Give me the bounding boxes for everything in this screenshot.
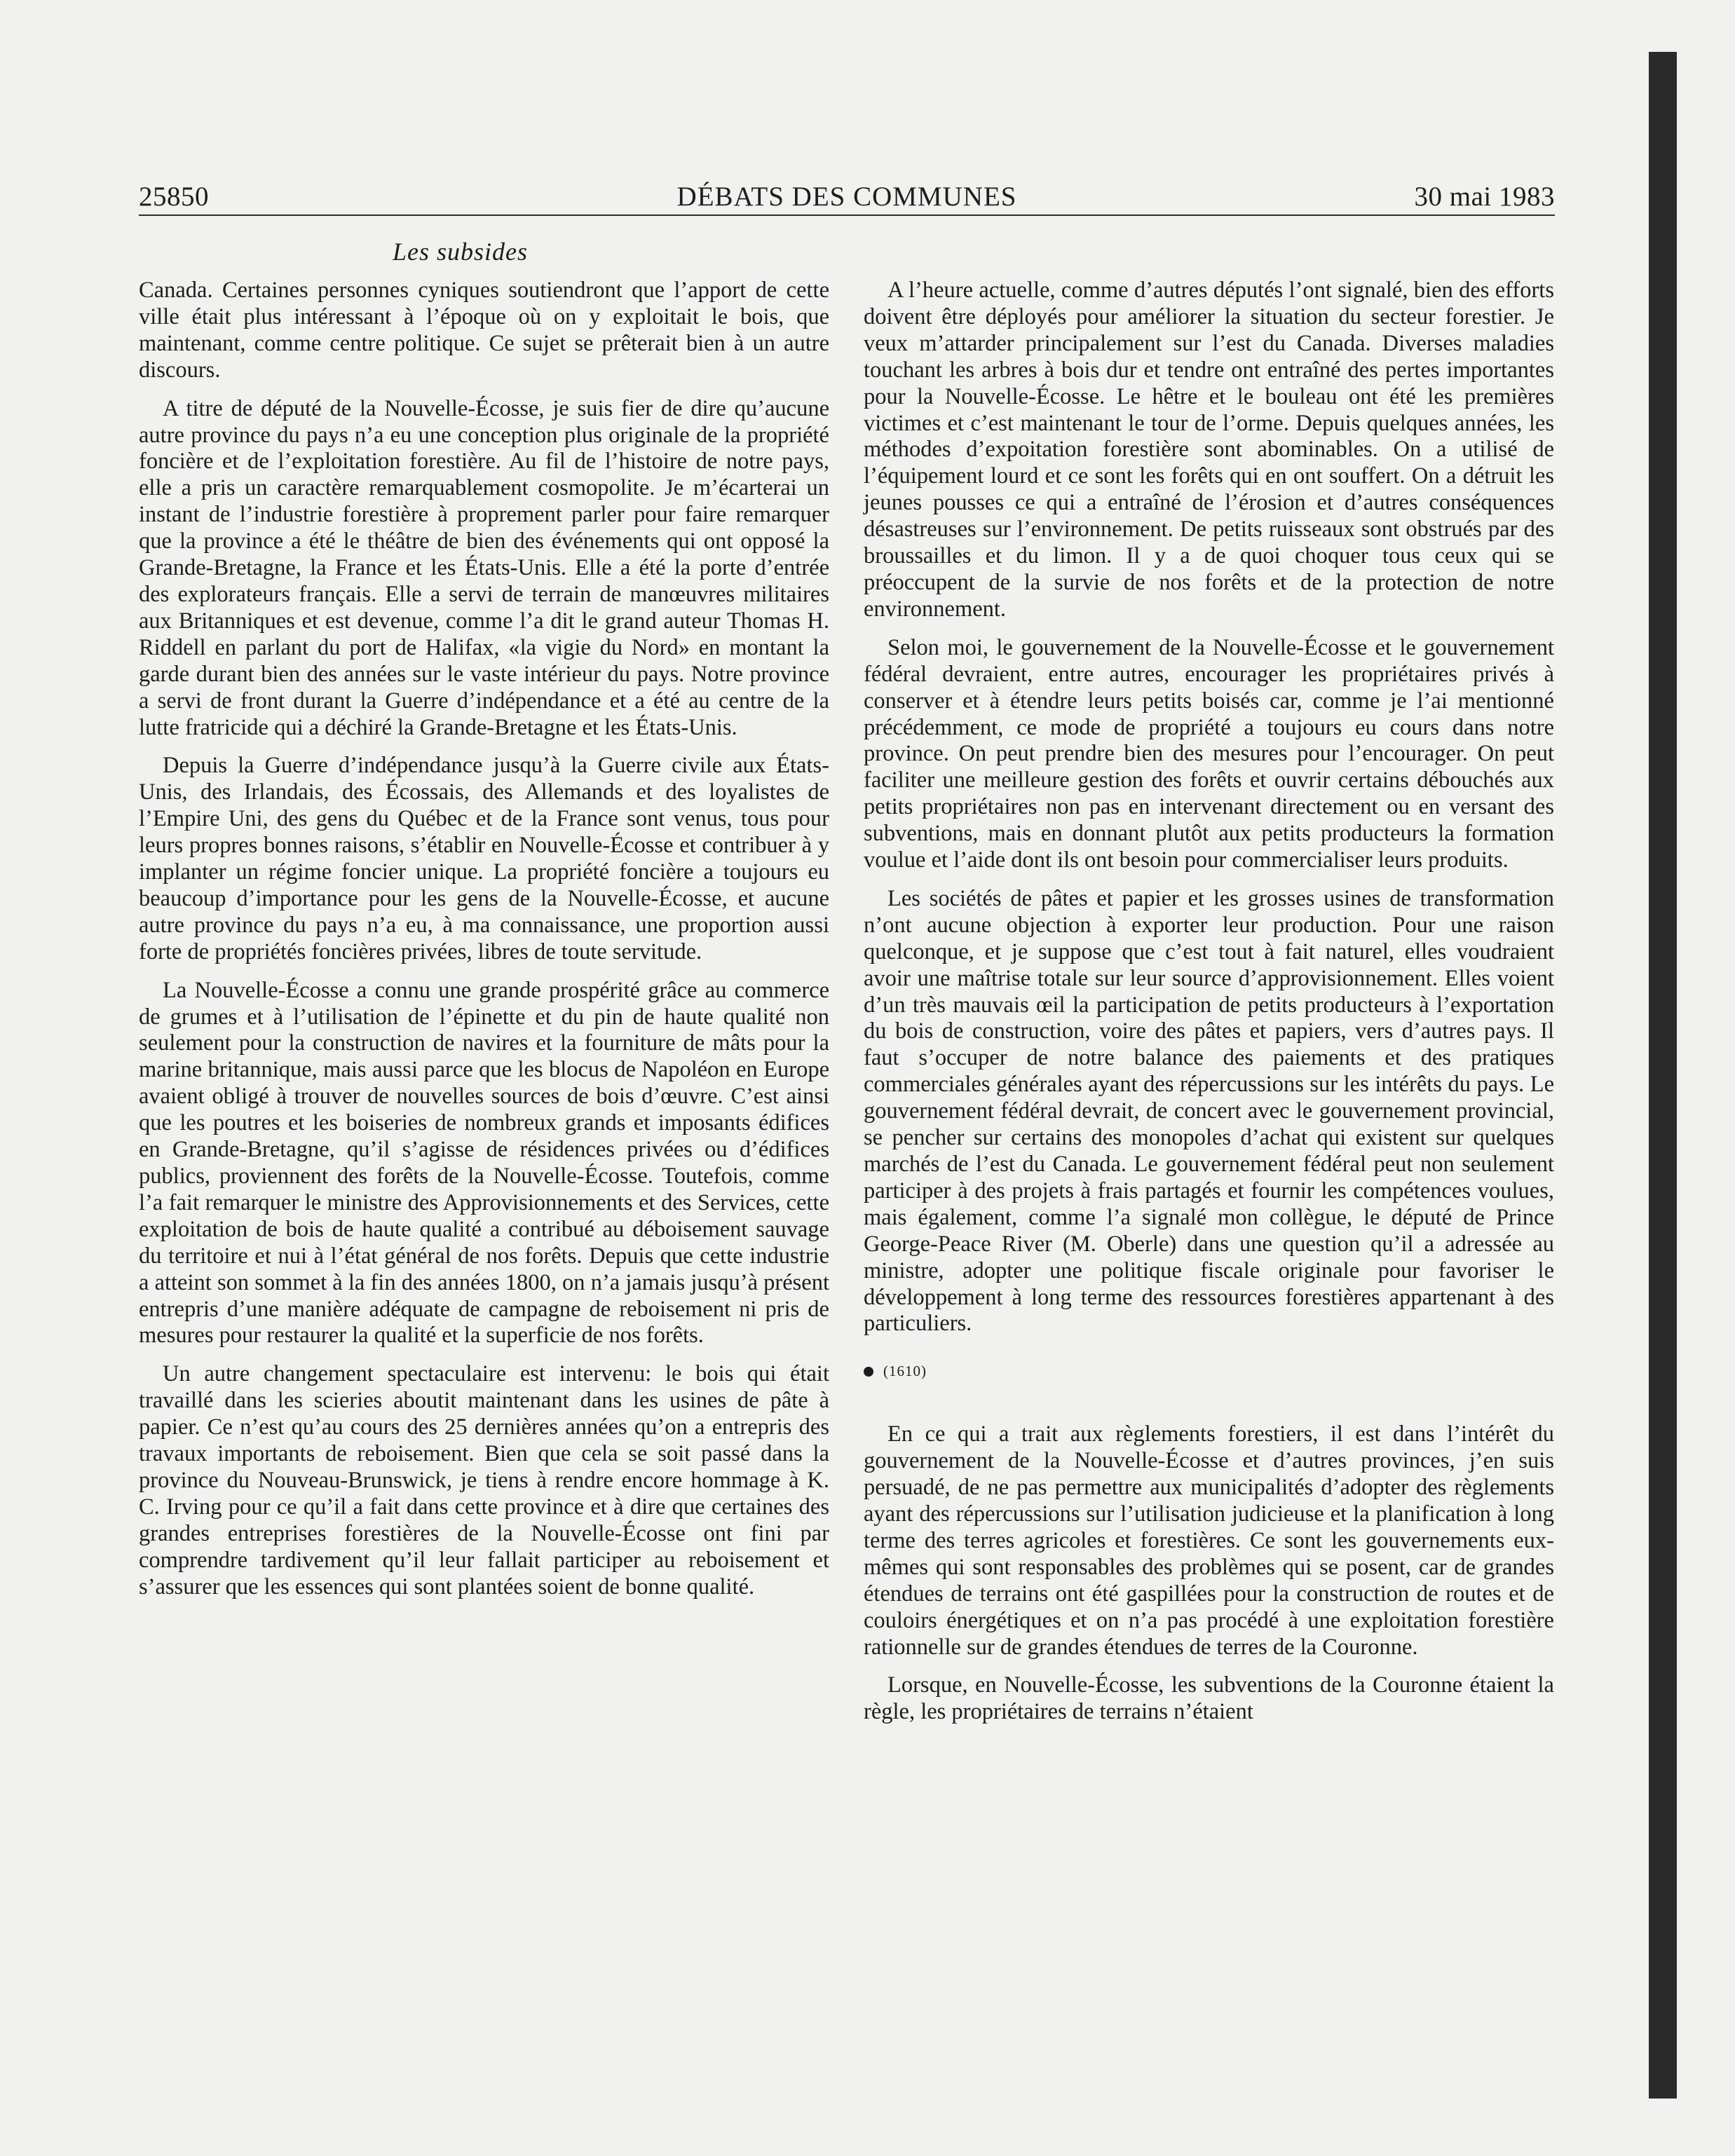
- header-rule: [139, 214, 1555, 216]
- paragraph: A l’heure actuelle, comme d’autres députés l’ont signalé, bien des efforts doivent être déployés pour améliorer la situation du secteur forestier. Je veux m’attarder principalement sur l’est du Canada. Diverses maladies touchant les arbres à bois dur et tendre ont entraîné des pertes importantes pour la Nouvelle-Écosse. Le hêtre et le bouleau ont été les premières victimes et c’est maintenant le tour de l’orme. Depuis quelques années, les méthodes d’expoitation forestière sont abominables. On a utilisé de l’équipement lourd et ce sont les forêts qui en ont souffert. On a détruit les jeunes pousses ce qui a entraîné de l’érosion et d’autres conséquences désastreuses sur l’environnement. De petits ruisseaux sont obstrués par des broussailles et du limon. Il y a de quoi choquer tous ceux qui se préoccupent de la survie de nos forêts et de la protection de notre environnement.: [864, 278, 1554, 622]
- paragraph: Lorsque, en Nouvelle-Écosse, les subventions de la Couronne étaient la règle, les propriétaires de terrains n’étaient: [864, 1672, 1554, 1725]
- page-header: [139, 181, 1555, 216]
- paragraph: En ce qui a trait aux règlements forestiers, il est dans l’intérêt du gouvernement de la Nouvelle-Écosse et d’autres provinces, j’en suis persuadé, de ne pas permettre aux municipalités d’adopter des règlements ayant des répercussions sur l’utilisation judicieuse et la planification à long terme des terres agricoles et forestières. Ce sont les gouvernements eux-mêmes qui sont responsables des problèmes qui se posent, car de grandes étendues de terrains ont été gaspillées pour la construction de routes et de couloirs énergétiques et on n’a pas procédé à une exploitation forestière rationnelle sur de grandes étendues de terres de la Couronne.: [864, 1421, 1554, 1660]
- scan-edge-bar: [1649, 52, 1677, 2099]
- publication-title: DÉBATS DES COMMUNES: [676, 182, 1017, 212]
- paragraph: Depuis la Guerre d’indépendance jusqu’à la Guerre civile aux États-Unis, des Irlandais, des Écossais, des Allemands et des loyalistes de l’Empire Uni, des gens du Québec et de la France sont venus, tous pour leurs propres bonnes raisons, s’établir en Nouvelle-Écosse et contribuer à y implanter un régime foncier unique. La propriété foncière a toujours eu beaucoup d’importance pour les gens de la Nouvelle-Écosse, et aucune autre province du pays n’a eu, à ma connaissance, une proportion aussi forte de propriétés foncières privées, libres de toute servitude.: [139, 753, 829, 964]
- page-number: 25850: [139, 182, 209, 212]
- paragraph: Canada. Certaines personnes cyniques soutiendront que l’apport de cette ville était plus intéressant à l’époque où on y exploitait le bois, que maintenant, comme centre politique. Ce sujet se prêterait bien à un autre discours.: [139, 278, 829, 383]
- left-column: [139, 278, 829, 1613]
- paragraph: La Nouvelle-Écosse a connu une grande prospérité grâce au commerce de grumes et à l’utilisation de l’épinette et du pin de haute qualité non seulement pour la construction de navires et la fourniture de mâts pour la marine britannique, mais aussi parce que les blocus de Napoléon en Europe avaient obligé à trouver de nouvelles sources de bois d’œuvre. C’est ainsi que les poutres et les boiseries de nombreux grands et imposants édifices en Grande-Bretagne, qu’il s’agisse de résidences privées ou d’édifices publics, proviennent des forêts de la Nouvelle-Écosse. Toutefois, comme l’a fait remarquer le ministre des Approvisionnements et des Services, cette exploitation de bois de haute qualité a contribué au déboisement sauvage du territoire et nui à l’état général de nos forêts. Depuis que cette industrie a atteint son sommet à la fin des années 1800, on n’a jamais jusqu’à présent entrepris d’une manière adéquate de campagne de reboisement ni pris de mesures pour restaurer la qualité et la superficie de nos forêts.: [139, 977, 829, 1349]
- paragraph: A titre de député de la Nouvelle-Écosse, je suis fier de dire qu’aucune autre province du pays n’a eu une conception plus originale de la propriété foncière et de l’exploitation forestière. Au fil de l’histoire de notre pays, elle a pris un caractère remarquablement cosmopolite. Je m’écarterai un instant de l’industrie forestière à proprement parler pour faire remarquer que la province a été le théâtre de bien des événements qui ont opposé la Grande-Bretagne, la France et les États-Unis. Elle a été la porte d’entrée des explorateurs français. Elle a servi de terrain de manœuvres militaires aux Britanniques et est devenue, comme l’a dit le grand auteur Thomas H. Riddell en parlant du port de Halifax, «la vigie du Nord» en montant la garde durant bien des années sur le vaste intérieur du pays. Notre province a servi de front durant la Guerre d’indépendance et a été au centre de la lutte fratricide qui a déchiré la Grande-Bretagne et les États-Unis.: [139, 395, 829, 740]
- paragraph: Les sociétés de pâtes et papier et les grosses usines de transformation n’ont aucune objection à exporter leur production. Pour une raison quelconque, et je suppose que c’est tout à fait naturel, elles voudraient avoir une maîtrise totale sur leur source d’approvisionnement. Elles voient d’un très mauvais œil la participation de petits producteurs à l’exportation du bois de construction, voire des pâtes et papiers, vers d’autres pays. Il faut s’occuper de notre balance des paiements et des pratiques commerciales générales ayant des répercussions sur les intérêts du pays. Le gouvernement fédéral devrait, de concert avec le gouvernement provincial, se pencher sur certains des monopoles d’achat qui existent sur quelques marchés de l’est du Canada. Le gouvernement fédéral peut non seulement participer à des projets à frais partagés et fournir les compétences voulues, mais également, comme l’a signalé mon collègue, le député de Prince George-Peace River (M. Oberle) dans une question qu’il a adressée au ministre, adopter une politique fiscale originale pour favoriser le développement à long terme des ressources forestières appartenant à des particuliers.: [864, 885, 1554, 1337]
- time-marker-label: (1610): [883, 1363, 927, 1380]
- section-subtitle: Les subsides: [393, 238, 529, 266]
- time-marker: [864, 1358, 1554, 1385]
- bullet-icon: [864, 1367, 873, 1377]
- paragraph: Un autre changement spectaculaire est intervenu: le bois qui était travaillé dans les scieries aboutit maintenant dans les usines de pâte à papier. Ce n’est qu’au cours des 25 dernières années qu’on a entrepris des travaux importants de reboisement. Bien que cela se soit passé dans la province du Nouveau-Brunswick, je tiens à rendre encore hommage à K. C. Irving pour ce qu’il a fait dans cette province et à dire que certaines des grandes entreprises forestières de la Nouvelle-Écosse ont fini par comprendre tardivement qu’il leur fallait participer au reboisement et s’assurer que les essences qui sont plantées soient de bonne qualité.: [139, 1361, 829, 1599]
- paragraph: Selon moi, le gouvernement de la Nouvelle-Écosse et le gouvernement fédéral devraient, entre autres, encourager les propriétaires privés à conserver et à étendre leurs petits boisés car, comme je l’ai mentionné précédemment, ce mode de propriété a toujours eu cours dans notre province. On peut prendre bien des mesures pour l’encourager. On peut faciliter une meilleure gestion des forêts et ouvrir certains débouchés aux petits propriétaires non pas en intervenant directement ou en versant des subventions, mais en donnant plutôt aux petits producteurs la formation voulue et l’aide dont ils ont besoin pour commercialiser leurs produits.: [864, 634, 1554, 873]
- page-date: 30 mai 1983: [1414, 182, 1555, 212]
- right-column: [864, 278, 1554, 1738]
